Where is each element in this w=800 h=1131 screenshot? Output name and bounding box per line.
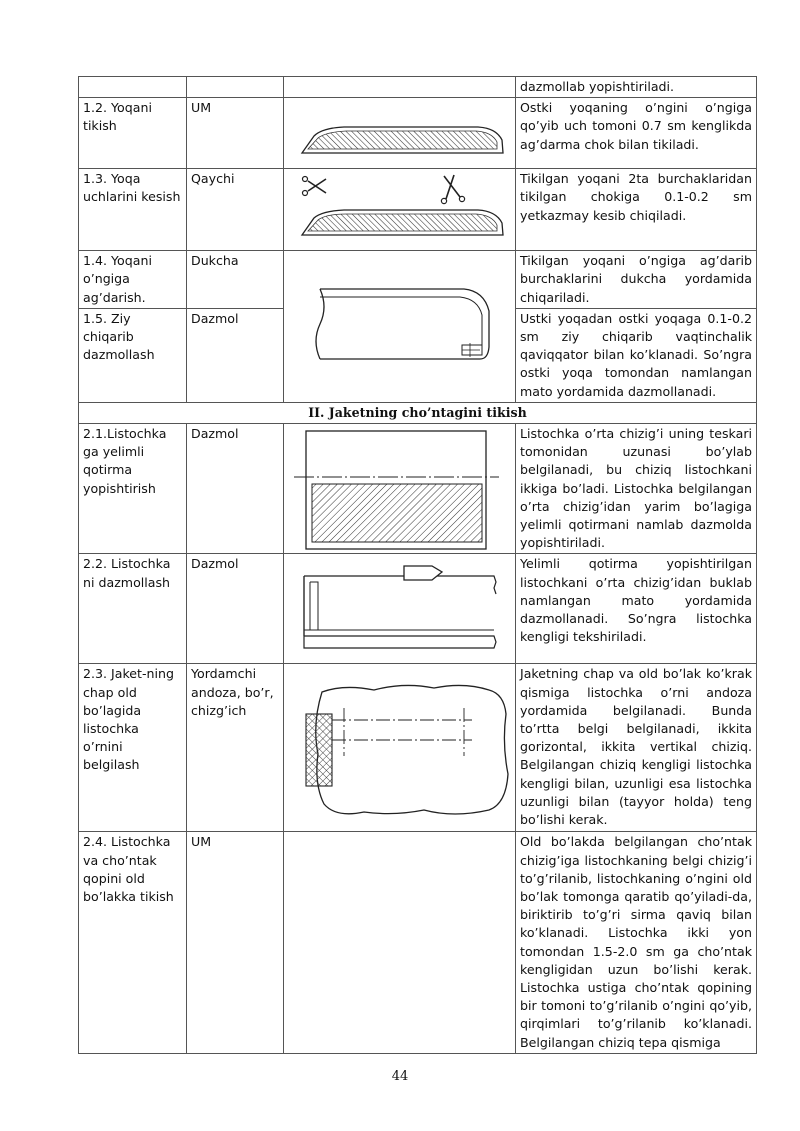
description-cell: Jaketning chap va old bo’lak ko’krak qismiga listochka o’rni andoza yordamida belgilanadi. Bunda to’rtta belgi belgilanadi, ikkita gorizontal, ikkita vertikal chiziq. Belgilangan chiziq kengligi listochka kengligi bilan, uzunligi esa listochka uzunligi bilan (tayyor holda) teng bo’lishi kerak. (516, 664, 757, 832)
tool-cell: UM (187, 832, 284, 1053)
step-cell: 1.2. Yoqani tikish (79, 98, 187, 169)
step-cell: 2.4. Listochka va cho’ntak qopini old bo’lakka tikish (79, 832, 187, 1053)
collar-stitched-illustration (284, 98, 516, 169)
tool-cell: Yordamchi andoza, bo’r, chizg’ich (187, 664, 284, 832)
scissors-icon (441, 175, 464, 204)
step-cell: 2.3. Jaket-ning chap old bo’lagida listochka o’rnini belgilash (79, 664, 187, 832)
tool-cell: Dazmol (187, 554, 284, 664)
illustration-cell (284, 98, 516, 169)
description-cell: Listochka o’rta chizig’i uning teskari tomonidan uzunasi bo’ylab belgilanadi, bu chiziq listochkani ikkiga bo’ladi. Listochka belgilangan o’rta chizig’idan yarim bo’lagiga yelimli qotirmani namlab dazmolda yopishtiriladi. (516, 424, 757, 554)
table-row (79, 554, 757, 664)
table-row (79, 664, 757, 832)
tool-cell: Dazmol (187, 424, 284, 554)
table-row (79, 832, 757, 1053)
table-row (79, 169, 757, 251)
section-heading: II. Jaketning cho’ntagini tikish (79, 402, 757, 423)
illustration-cell (284, 251, 516, 403)
description-cell: dazmollab yopishtiriladi. (516, 77, 757, 98)
description-cell: Ustki yoqadan ostki yoqaga 0.1-0.2 sm ziy chiqarib vaqtinchalik qaviqqator bilan ko’klanadi. So’ngra ostki yoqa tomondan namlangan mato yordamida dazmollanadi. (516, 308, 757, 402)
step-cell: 2.1.Listochka ga yelimli qotirma yopishtirish (79, 424, 187, 554)
illustration-cell (284, 664, 516, 832)
description-cell: Yelimli qotirma yopishtirilgan listochkani o’rta chizig’idan buklab namlangan mato yordamida dazmollanadi. So’ngra listochka kengligi tekshiriladi. (516, 554, 757, 664)
illustration-cell (284, 424, 516, 554)
collar-turned-pressed-illustration (284, 251, 516, 401)
tool-cell: Dukcha (187, 251, 284, 309)
process-table (78, 76, 757, 1054)
tool-cell: Dazmol (187, 308, 284, 402)
section-row (79, 402, 757, 423)
scissors-icon (303, 177, 327, 196)
description-cell: Tikilgan yoqani 2ta burchaklaridan tikilgan chokiga 0.1-0.2 sm yetkazmay kesib chiqiladi. (516, 169, 757, 251)
flap-pressing-illustration (284, 554, 516, 664)
description-cell: Old bo’lakda belgilangan cho’ntak chizig’iga listochkaning belgi chizig’i to’g’rilanib, listochkaning o’ngini old bo’lak tomonga qaratib qo’yiladi-da, biriktirib to’g’ri sirma qaviq bilan ko’klanadi. Listochka ikki yon tomondan 1.5-2.0 sm ga cho’ntak kengligidan uzun bo’lishi kerak. Listochka ustiga cho’ntak qopining bir tomoni to’g’rilanib o’ngini qo’yib, qirqimlari to’g’rilanib ko’klanadi. Belgilangan chiziq tepa qismiga (516, 832, 757, 1053)
table-row (79, 424, 757, 554)
illustration-cell (284, 77, 516, 98)
illustration-cell (284, 832, 516, 1053)
flap-interfacing-illustration (284, 424, 516, 553)
step-cell (79, 77, 187, 98)
step-cell: 1.4. Yoqani o’ngiga ag’darish. (79, 251, 187, 309)
step-cell: 2.2. Listochka ni dazmollash (79, 554, 187, 664)
tool-cell: Qaychi (187, 169, 284, 251)
page-number: 44 (391, 1069, 409, 1084)
tool-cell (187, 77, 284, 98)
illustration-cell (284, 554, 516, 664)
table-row (79, 251, 757, 309)
pocket-marking-illustration (284, 664, 516, 832)
step-cell: 1.3. Yoqa uchlarini kesish (79, 169, 187, 251)
tool-cell: UM (187, 98, 284, 169)
step-cell: 1.5. Ziy chiqarib dazmollash (79, 308, 187, 402)
collar-corner-cut-illustration (284, 169, 516, 251)
illustration-cell (284, 169, 516, 251)
description-cell: Ostki yoqaning o’ngini o’ngiga qo’yib uch tomoni 0.7 sm kenglikda ag’darma chok bilan tikiladi. (516, 98, 757, 169)
table-row (79, 77, 757, 98)
description-cell: Tikilgan yoqani o’ngiga ag’darib burchaklarini dukcha yordamida chiqariladi. (516, 251, 757, 309)
table-row (79, 98, 757, 169)
